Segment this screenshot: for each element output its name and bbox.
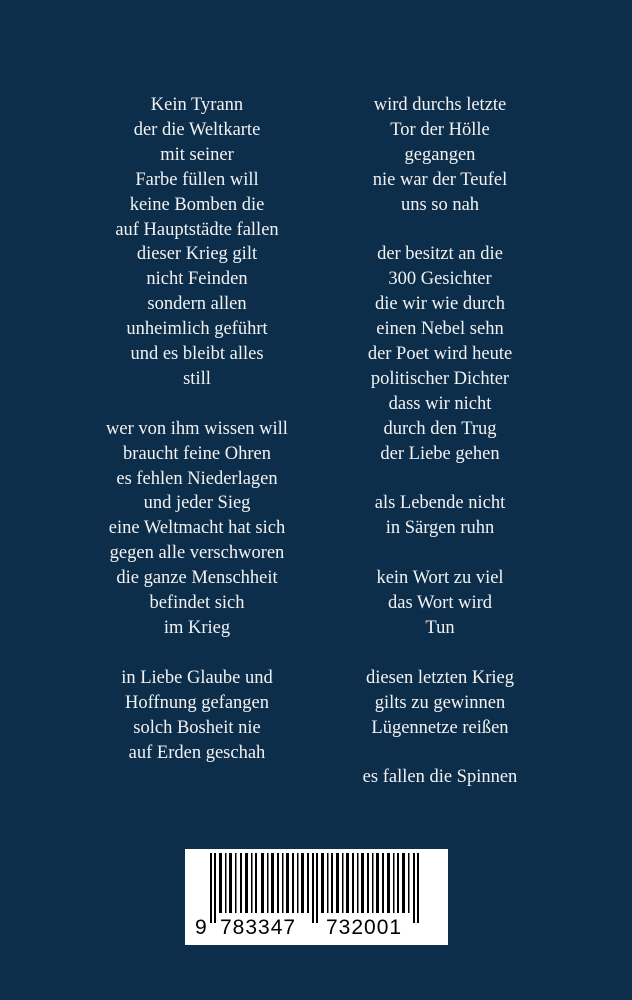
poem-line: solch Bosheit nie xyxy=(133,717,261,738)
poem-line: Kein Tyrann xyxy=(150,95,244,115)
poem-line: Tun xyxy=(425,617,455,638)
poem-line: einen Nebel sehn xyxy=(376,319,504,340)
poem-line: wird durchs letzte xyxy=(373,95,507,115)
poem-line: der besitzt an die xyxy=(377,244,503,265)
poem-line: keine Bomben die xyxy=(129,194,265,215)
poem-left-column xyxy=(87,93,307,790)
poem-line: gegangen xyxy=(404,144,476,165)
poem-line: es fallen die Spinnen xyxy=(362,767,518,788)
poem-line: im Krieg xyxy=(163,618,231,639)
barcode-first-digit: 9 xyxy=(195,916,208,939)
poem-line: 300 Gesichter xyxy=(388,269,492,290)
poem-line: das Wort wird xyxy=(387,593,493,614)
poem-line: in Liebe Glaube und xyxy=(121,667,273,688)
poem-line: auf Hauptstädte fallen xyxy=(115,219,279,240)
poem-line: dieser Krieg gilt xyxy=(136,244,258,265)
poem-line: durch den Trug xyxy=(383,418,497,439)
poem-line: nie war der Teufel xyxy=(372,169,508,190)
poem-line: der die Weltkarte xyxy=(133,119,261,140)
poem-line: Farbe füllen will xyxy=(135,169,259,190)
stanza xyxy=(330,566,550,641)
barcode-left-digits: 783347 xyxy=(220,916,297,939)
stanza xyxy=(330,666,550,741)
poem-line: dass wir nicht xyxy=(388,393,492,414)
poem-line: der Poet wird heute xyxy=(367,344,513,365)
poem-line: und es bleibt alles xyxy=(130,344,264,365)
stanza xyxy=(330,93,550,218)
isbn-barcode xyxy=(185,849,448,945)
poem-line: mit seiner xyxy=(160,144,234,165)
stanza xyxy=(330,765,550,790)
poem-line: die wir wie durch xyxy=(375,294,505,315)
poem-line: gegen alle verschworen xyxy=(109,543,285,564)
stanza xyxy=(87,417,307,641)
poem-line: es fehlen Niederlagen xyxy=(116,468,278,489)
poem-line: nicht Feinden xyxy=(146,269,248,290)
poem-line: Lügennetze reißen xyxy=(371,717,509,738)
poem-line: der Liebe gehen xyxy=(380,443,500,464)
stanza xyxy=(87,666,307,766)
poem-line: Tor der Hölle xyxy=(390,119,490,140)
poem-line: in Särgen ruhn xyxy=(385,518,495,539)
stanza xyxy=(330,242,550,466)
poem-line: wer von ihm wissen will xyxy=(106,418,288,439)
barcode-right-digits: 732001 xyxy=(326,916,403,939)
poem-line: sondern allen xyxy=(147,294,247,315)
poem-line: befindet sich xyxy=(149,593,245,614)
poem-line: und jeder Sieg xyxy=(143,493,251,514)
poem-line: die ganze Menschheit xyxy=(116,568,278,589)
stanza xyxy=(330,491,550,541)
poem-line: eine Weltmacht hat sich xyxy=(108,518,286,539)
poem-line: als Lebende nicht xyxy=(374,493,506,514)
poem-line: unheimlich geführt xyxy=(126,319,268,340)
poem-line: auf Erden geschah xyxy=(128,742,266,763)
stanza xyxy=(87,93,307,392)
poem-line: Hoffnung gefangen xyxy=(124,692,270,713)
poem-line: politischer Dichter xyxy=(370,368,510,389)
poem-line: uns so nah xyxy=(400,194,480,215)
poem-line: still xyxy=(183,368,211,389)
poem-line: diesen letzten Krieg xyxy=(366,667,514,688)
poem-line: kein Wort zu viel xyxy=(376,568,504,589)
poem-line: gilts zu gewinnen xyxy=(374,692,506,713)
poem-right-column xyxy=(330,93,550,815)
poem-line: braucht feine Ohren xyxy=(123,443,271,464)
